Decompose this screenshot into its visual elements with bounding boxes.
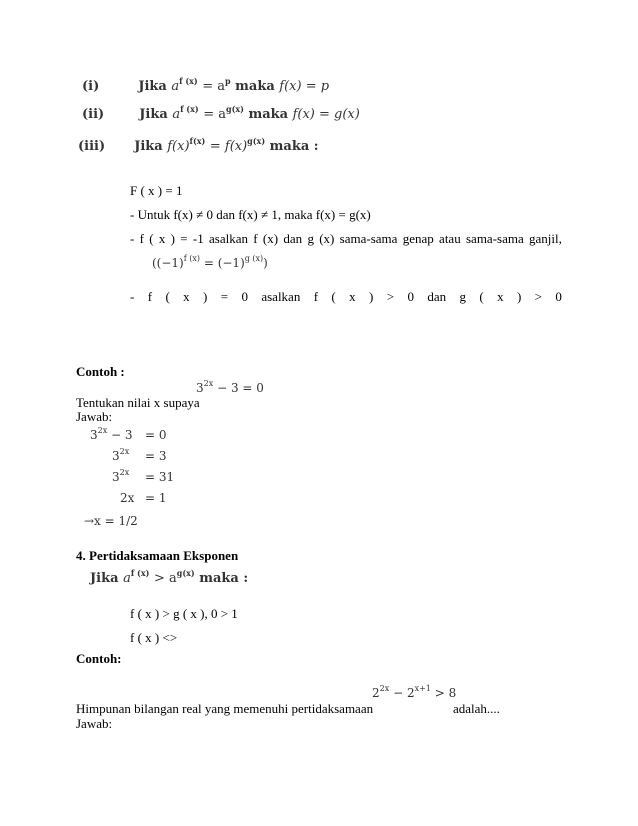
example1-heading: Contoh : [76,364,125,379]
example2-jawab: Jawab: [76,716,113,731]
rule-1-number: (i) [82,79,100,94]
rule-2 [82,104,360,122]
condition-zero-word: ( [479,289,484,304]
condition-zero-word: x [497,289,504,304]
step-2-lhs: $3^{2x}$ [112,447,130,463]
rule-1-result: f(x) = p [279,79,330,94]
neg-one-formula [152,256,268,270]
neg-one-formula-sup1: f (x) [183,254,200,263]
section4-gt: > a [153,571,177,586]
condition-neg-one-word: sama-sama [465,231,524,246]
example1-question: Tentukan nilai x supaya [76,395,200,410]
example1-eq-rest: − 3 = 0 [217,381,264,395]
condition-zero-word: = [220,289,229,304]
example2-question: Himpunan bilangan real yang memenuhi pertidaksamaan [76,701,374,716]
rule-2-base: a [172,107,181,122]
rule-3-base: f(x) [167,139,190,154]
condition-neg-one-word: (x) [262,231,279,246]
example2-heading: Contoh: [76,651,122,666]
example1-answer: →x = 1/2 [84,514,138,528]
condition-zero-word: ) [516,289,522,304]
condition-neg-one-word: x [158,231,166,246]
condition-zero-word: ( [331,289,336,304]
neg-one-formula-base: ((−1) [152,256,184,270]
rule-2-result: f(x) = g(x) [292,107,360,122]
step-2-rhs: = 3 [145,449,167,463]
example1-eq-sup: 2x [203,379,214,388]
step-1-lhs: $3^{2x} - 3$ [90,426,133,442]
condition-neg-one-word: ganjil, [529,231,562,246]
rule-3-eq: = f(x) [209,139,248,154]
example1-equation [196,381,264,395]
step-1-rhs: = 0 [145,428,167,442]
condition-neg-one-word: -1 [192,231,204,246]
section4-rule [90,568,249,586]
condition-zero-word: > [534,289,543,304]
step-3-rhs: = 31 [145,470,175,484]
condition-zero [130,289,562,305]
condition-zero-word: ) [203,289,208,304]
condition-zero-word: dan [427,289,447,304]
rule-1-eq: = a [202,79,226,94]
example2-eq-mid: − 2 [393,686,415,700]
condition-zero-word: ) [369,289,374,304]
condition-zero-word: 0 [555,289,562,304]
condition-zero-word: - [130,289,135,304]
section4-sup-a: f (x) [130,568,150,578]
rule-3-jika: Jika [134,139,163,154]
condition-neg-one-word: - [130,231,135,246]
condition-zero-word: asalkan [261,289,301,304]
example2-adalah: adalah.... [453,701,500,716]
example2-eq-base1: 2 [372,686,380,700]
neg-one-formula-mid: = (−1) [203,256,245,270]
rule-1-jika: Jika [138,79,167,94]
condition-zero-word: x [349,289,356,304]
condition-neg-one-word: ) [170,231,175,246]
example1-jawab: Jawab: [76,409,113,424]
rule-2-sup-a: f (x) [180,104,199,114]
example2-eq-sup2: x+1 [414,684,431,693]
rule-1 [82,76,330,94]
rule-3-sup-b: g(x) [247,136,266,146]
neg-one-formula-end: ) [263,256,268,270]
condition-untuk: - Untuk f(x) ≠ 0 dan f(x) ≠ 1, maka f(x) = g(x) [130,207,371,222]
rule-1-sup-b: p [225,76,231,86]
condition-neg-one-word: f [139,231,144,246]
rule-2-eq: = a [203,107,226,122]
condition-neg-one-word: f [253,231,258,246]
rule-1-maka: maka [235,79,275,94]
condition-f-equals-1: F ( x ) = 1 [130,183,183,198]
condition-neg-one-word: ( [149,231,154,246]
condition-neg-one-word: dan [283,231,303,246]
rule-2-maka: maka [248,107,289,122]
neg-one-formula-sup2: g (x) [244,254,264,263]
condition-neg-one-word: g [307,231,314,246]
step-4-lhs: 2x [120,491,135,505]
condition-neg-one-word: = [180,231,188,246]
condition-neg-one [130,231,562,247]
condition-zero-word: f [313,289,319,304]
example2-eq-sup1: 2x [379,684,390,693]
example2-eq-end: > 8 [434,686,457,700]
condition-neg-one-word: genap [402,231,434,246]
rule-2-jika: Jika [139,107,168,122]
rule-1-base: a [171,79,180,94]
condition-zero-word: 0 [407,289,414,304]
rule-3-maka: maka : [269,139,319,154]
rule-2-number: (ii) [82,107,105,122]
section4-base: a [123,571,131,586]
rule-3 [78,136,319,154]
rule-2-sup-b: g(x) [225,104,244,114]
rule-3-sup-a: f(x) [189,136,206,146]
condition-zero-word: ( [165,289,170,304]
step-4-rhs: = 1 [145,491,167,505]
condition-neg-one-word: sama-sama [339,231,398,246]
condition-zero-word: f [147,289,153,304]
section4-maka: maka : [199,571,249,586]
condition-neg-one-word: asalkan [209,231,249,246]
section4-sup-b: g(x) [176,568,195,578]
condition-zero-word: > [386,289,395,304]
section4-line2: f ( x ) <> [130,630,178,645]
example1-eq-base: 3 [196,381,204,395]
example2-equation [372,686,456,700]
step-3-lhs: $3^{2x}$ [112,468,130,484]
condition-zero-word: x [183,289,190,304]
condition-zero-word: g [459,289,466,304]
section4-line1: f ( x ) > g ( x ), 0 > 1 [130,606,238,621]
condition-zero-word: 0 [241,289,248,304]
condition-neg-one-word: atau [439,231,461,246]
section4-heading: 4. Pertidaksamaan Eksponen [76,548,239,563]
rule-3-number: (iii) [78,139,106,154]
condition-neg-one-word: (x) [319,231,335,246]
rule-1-sup-a: f (x) [179,76,198,86]
section4-jika: Jika [90,571,119,586]
